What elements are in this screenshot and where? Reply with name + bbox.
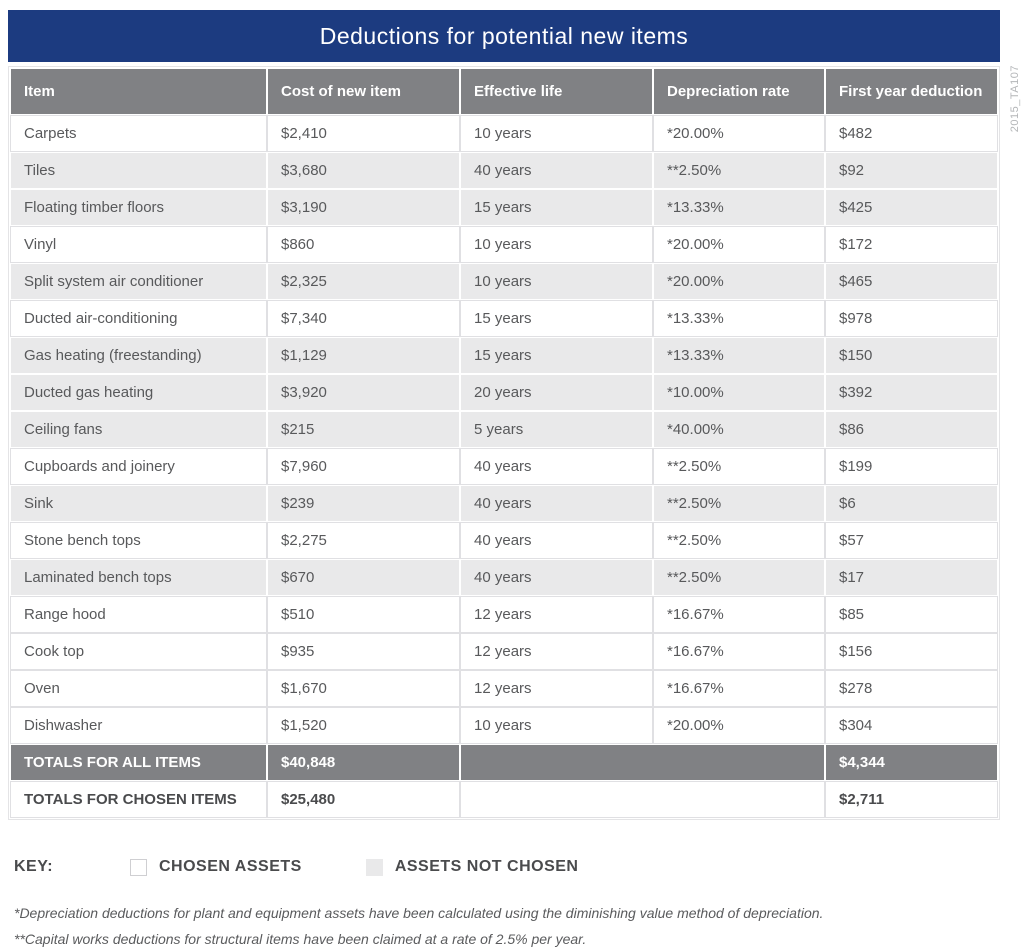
cost-cell: $7,340 (268, 301, 459, 336)
life-cell: 40 years (461, 560, 652, 595)
item-cell: Ducted air-conditioning (11, 301, 266, 336)
deduction-cell: $57 (826, 523, 997, 558)
life-cell: 12 years (461, 671, 652, 706)
table-body (11, 116, 997, 743)
cost-cell: $2,410 (268, 116, 459, 151)
deduction-cell: $199 (826, 449, 997, 484)
table-row (11, 190, 997, 225)
table-row (11, 523, 997, 558)
column-header-row (11, 69, 997, 114)
life-cell: 12 years (461, 634, 652, 669)
life-cell: 12 years (461, 597, 652, 632)
deduction-cell: $6 (826, 486, 997, 521)
deduction-cell: $92 (826, 153, 997, 188)
life-cell: 5 years (461, 412, 652, 447)
item-cell: Laminated bench tops (11, 560, 266, 595)
totals-chosen-spacer (461, 782, 824, 817)
footnotes (14, 900, 1024, 950)
deduction-cell: $392 (826, 375, 997, 410)
footnote-depreciation: *Depreciation deductions for plant and equipment assets have been calculated using the diminishing value method of depreciation. (14, 905, 824, 921)
table-row (11, 153, 997, 188)
rate-cell: *13.33% (654, 190, 824, 225)
not-chosen-swatch-icon (366, 859, 383, 876)
table-row (11, 560, 997, 595)
key-label: KEY: (14, 858, 54, 875)
chosen-swatch-icon (130, 859, 147, 876)
deduction-cell: $156 (826, 634, 997, 669)
deduction-cell: $425 (826, 190, 997, 225)
life-cell: 20 years (461, 375, 652, 410)
column-header-life: Effective life (461, 69, 652, 114)
column-header-deduction: First year deduction (826, 69, 997, 114)
table-row (11, 264, 997, 299)
item-cell: Ceiling fans (11, 412, 266, 447)
column-header-item: Item (11, 69, 266, 114)
item-cell: Split system air conditioner (11, 264, 266, 299)
rate-cell: *20.00% (654, 227, 824, 262)
deductions-table (9, 67, 999, 819)
cost-cell: $2,325 (268, 264, 459, 299)
rate-cell: *20.00% (654, 116, 824, 151)
rate-cell: *20.00% (654, 708, 824, 743)
item-cell: Stone bench tops (11, 523, 266, 558)
life-cell: 10 years (461, 116, 652, 151)
deduction-cell: $150 (826, 338, 997, 373)
rate-cell: *40.00% (654, 412, 824, 447)
table-row (11, 597, 997, 632)
item-cell: Floating timber floors (11, 190, 266, 225)
totals-chosen-cost: $25,480 (268, 782, 459, 817)
table-row (11, 116, 997, 151)
cost-cell: $1,129 (268, 338, 459, 373)
table-row (11, 634, 997, 669)
rate-cell: *20.00% (654, 264, 824, 299)
item-cell: Gas heating (freestanding) (11, 338, 266, 373)
rate-cell: **2.50% (654, 486, 824, 521)
rate-cell: *16.67% (654, 671, 824, 706)
key-chosen-label: CHOSEN ASSETS (159, 858, 302, 875)
key-row (14, 858, 1024, 876)
life-cell: 15 years (461, 301, 652, 336)
deduction-cell: $278 (826, 671, 997, 706)
deduction-cell: $172 (826, 227, 997, 262)
deduction-cell: $86 (826, 412, 997, 447)
rate-cell: *16.67% (654, 597, 824, 632)
item-cell: Cook top (11, 634, 266, 669)
item-cell: Ducted gas heating (11, 375, 266, 410)
rate-cell: **2.50% (654, 449, 824, 484)
cost-cell: $860 (268, 227, 459, 262)
totals-all-cost: $40,848 (268, 745, 459, 780)
table-row (11, 486, 997, 521)
life-cell: 10 years (461, 708, 652, 743)
rate-cell: *13.33% (654, 338, 824, 373)
cost-cell: $3,190 (268, 190, 459, 225)
cost-cell: $2,275 (268, 523, 459, 558)
cost-cell: $3,920 (268, 375, 459, 410)
life-cell: 40 years (461, 486, 652, 521)
totals-all-spacer (461, 745, 824, 780)
doc-code: 2015_TA107 (1009, 65, 1021, 133)
cost-cell: $670 (268, 560, 459, 595)
rate-cell: **2.50% (654, 153, 824, 188)
item-cell: Vinyl (11, 227, 266, 262)
rate-cell: *16.67% (654, 634, 824, 669)
life-cell: 40 years (461, 523, 652, 558)
totals-all-label: TOTALS FOR ALL ITEMS (11, 745, 266, 780)
table-row (11, 412, 997, 447)
table-row (11, 449, 997, 484)
totals-all-deduction: $4,344 (826, 745, 997, 780)
page-title: Deductions for potential new items (319, 22, 689, 49)
item-cell: Oven (11, 671, 266, 706)
deduction-cell: $978 (826, 301, 997, 336)
cost-cell: $1,670 (268, 671, 459, 706)
deduction-cell: $304 (826, 708, 997, 743)
cost-cell: $7,960 (268, 449, 459, 484)
key-item-not-chosen (366, 858, 579, 876)
rate-cell: **2.50% (654, 560, 824, 595)
cost-cell: $3,680 (268, 153, 459, 188)
totals-chosen-deduction: $2,711 (826, 782, 997, 817)
item-cell: Range hood (11, 597, 266, 632)
deduction-cell: $17 (826, 560, 997, 595)
column-header-cost: Cost of new item (268, 69, 459, 114)
cost-cell: $239 (268, 486, 459, 521)
item-cell: Dishwasher (11, 708, 266, 743)
footnote-capital-works: **Capital works deductions for structural items have been claimed at a rate of 2.5% per year. (14, 931, 587, 947)
table-row (11, 338, 997, 373)
item-cell: Carpets (11, 116, 266, 151)
cost-cell: $510 (268, 597, 459, 632)
title-band (8, 10, 1000, 62)
deduction-cell: $465 (826, 264, 997, 299)
key-not-chosen-label: ASSETS NOT CHOSEN (394, 858, 579, 875)
deduction-cell: $85 (826, 597, 997, 632)
life-cell: 15 years (461, 190, 652, 225)
deduction-cell: $482 (826, 116, 997, 151)
cost-cell: $935 (268, 634, 459, 669)
totals-chosen-row (11, 782, 997, 817)
life-cell: 10 years (461, 264, 652, 299)
key-item-chosen (130, 858, 302, 876)
life-cell: 40 years (461, 153, 652, 188)
totals-chosen-label: TOTALS FOR CHOSEN ITEMS (11, 782, 266, 817)
deductions-table-wrap (8, 66, 1000, 820)
life-cell: 15 years (461, 338, 652, 373)
rate-cell: *10.00% (654, 375, 824, 410)
cost-cell: $1,520 (268, 708, 459, 743)
table-row (11, 671, 997, 706)
cost-cell: $215 (268, 412, 459, 447)
life-cell: 10 years (461, 227, 652, 262)
table-row (11, 227, 997, 262)
column-header-rate: Depreciation rate (654, 69, 824, 114)
item-cell: Tiles (11, 153, 266, 188)
totals-all-row (11, 745, 997, 780)
rate-cell: *13.33% (654, 301, 824, 336)
life-cell: 40 years (461, 449, 652, 484)
table-row (11, 708, 997, 743)
item-cell: Cupboards and joinery (11, 449, 266, 484)
table-row (11, 301, 997, 336)
table-row (11, 375, 997, 410)
rate-cell: **2.50% (654, 523, 824, 558)
item-cell: Sink (11, 486, 266, 521)
